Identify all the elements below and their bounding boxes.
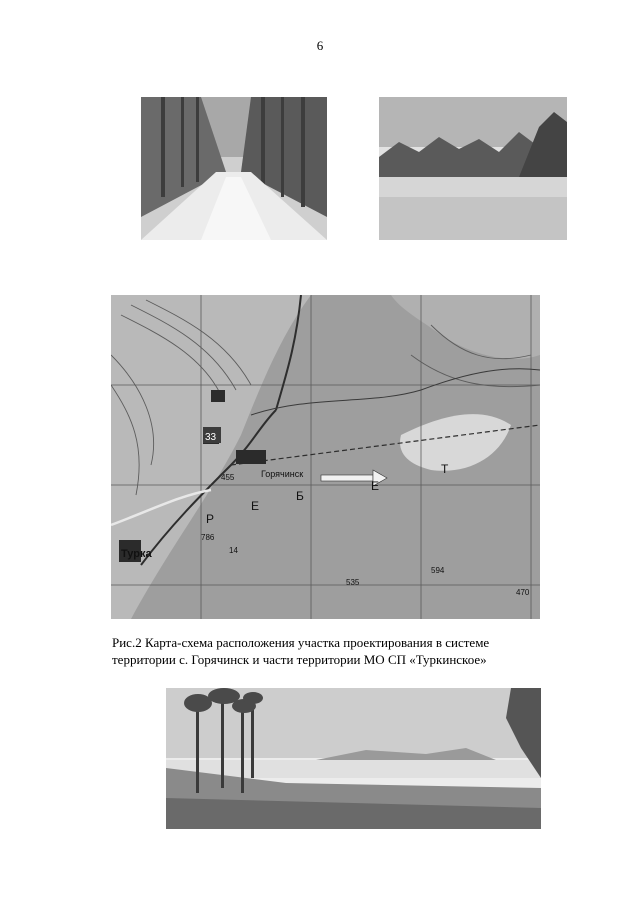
elevation-5: 470 [516, 588, 530, 597]
elevation-4: 594 [431, 566, 445, 575]
elevation-2: 535 [346, 578, 360, 587]
ridge-letter-4: Е [371, 479, 380, 493]
caption-line-1: Рис.2 Карта-схема расположения участка проектирования в системе [112, 635, 490, 650]
ridge-letter-3: Б [296, 489, 304, 503]
ridge-letter-5: Т [441, 462, 449, 476]
label-goryachinsk: Горячинск [261, 469, 304, 479]
photo-forest-road [141, 97, 327, 240]
elevation-1: 786 [201, 533, 215, 542]
elevation-3: 455 [221, 473, 235, 482]
figure-caption [112, 634, 552, 668]
elevation-6: 14 [229, 546, 238, 555]
caption-line-2: территории с. Горячинск и части территории МО СП «Туркинское» [112, 652, 487, 667]
photo-lakeshore [166, 688, 541, 829]
page-number: 6 [316, 38, 324, 53]
ridge-letter-2: Е [251, 499, 260, 513]
plot-marker-label: 33 [205, 432, 217, 443]
label-turka: Турка [121, 548, 152, 560]
ridge-letter-1: Р [206, 512, 215, 526]
topographic-map [111, 295, 540, 619]
photo-forest-clearing [379, 97, 567, 240]
